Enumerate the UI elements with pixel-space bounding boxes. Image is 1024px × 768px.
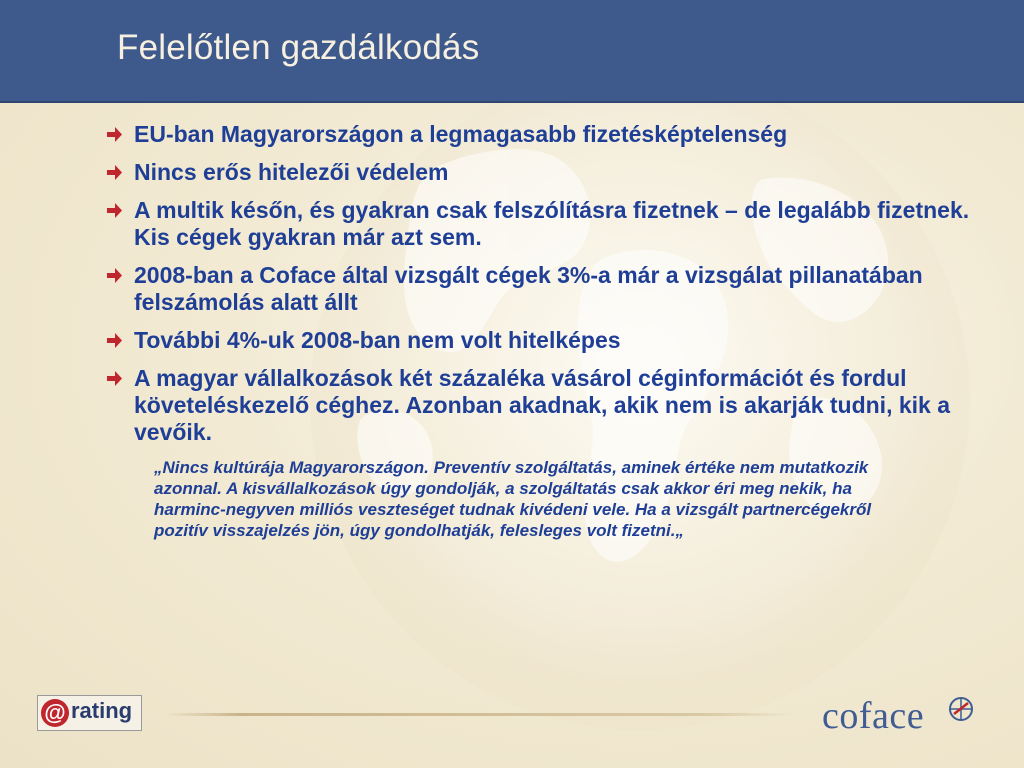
title-bar — [0, 0, 1024, 103]
footer-divider — [165, 713, 795, 716]
coface-logo-text: coface — [822, 695, 925, 737]
rating-at-symbol: @ — [41, 699, 69, 727]
arrow-right-icon — [106, 370, 123, 387]
bullet-list — [106, 121, 986, 541]
bullet-text: 2008-ban a Coface által vizsgált cégek 3%-a már a vizsgálat pillanatában felszámolás alatt állt — [134, 262, 923, 315]
coface-emblem-icon — [948, 696, 974, 722]
coface-logo — [822, 692, 982, 742]
bullet-text: Nincs erős hitelezői védelem — [134, 159, 449, 185]
bullet-item — [106, 197, 986, 251]
bullet-item — [106, 121, 986, 148]
quote-text: „Nincs kultúrája Magyarországon. Preventív szolgáltatás, aminek értéke nem mutatkozik azonnal. A kisvállalkozások úgy gondolják, a szolgáltatás csak akkor éri meg nekik, ha harminc-negyven milliós veszteséget tudnak kivédeni vele. Ha a vizsgált partnercégekről pozitív visszajelzés jön, úgy gondolhatják, felesleges volt fizetni.„ — [154, 458, 872, 540]
bullet-item — [106, 327, 986, 354]
bullet-item — [106, 262, 986, 316]
arrow-right-icon — [106, 202, 123, 219]
arrow-right-icon — [106, 267, 123, 284]
rating-logo — [37, 695, 142, 731]
arrow-right-icon — [106, 332, 123, 349]
bullet-item — [106, 159, 986, 186]
bullet-text: A multik későn, és gyakran csak felszólításra fizetnek – de legalább fizetnek. Kis cégek gyakran már azt sem. — [134, 197, 970, 250]
rating-logo-text: rating — [71, 698, 133, 723]
arrow-right-icon — [106, 164, 123, 181]
bullet-text: További 4%-uk 2008-ban nem volt hitelképes — [134, 327, 621, 353]
bullet-text: EU-ban Magyarországon a legmagasabb fizetésképtelenség — [134, 121, 788, 147]
bullet-item — [106, 365, 986, 446]
slide-title: Felelőtlen gazdálkodás — [117, 28, 480, 67]
arrow-right-icon — [106, 126, 123, 143]
bullet-text: A magyar vállalkozások két százaléka vásárol céginformációt és fordul követeléskezelő céghez. Azonban akadnak, akik nem is akarják tudni, kik a vevőik. — [134, 365, 951, 445]
